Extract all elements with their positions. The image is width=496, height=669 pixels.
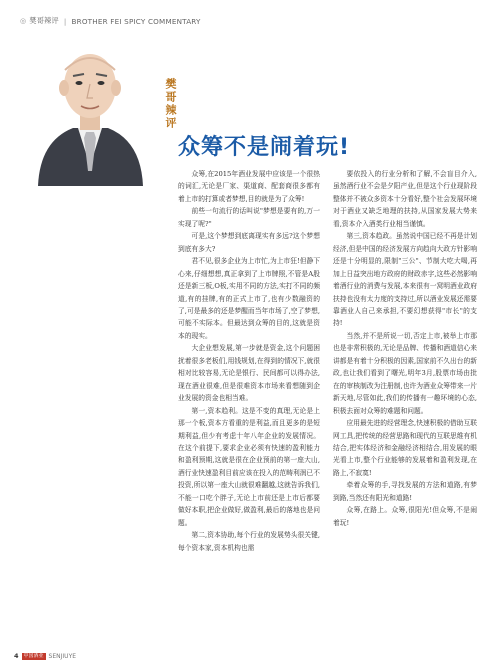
paragraph: 第三,资本趋政。虽然说中国已经不再是计划经济,但是中国的经济发展方向趋向大政方针影响还是十分明显的,限制"三公"、节制大吃大喝,再加上日益突出地方政府的财政赤字,这些必然影响着酒行业的消费与发展,本来很有一窝明酒业政府扶持也没有太力度的支持过,所以酒业发展还需要靠酒业人自己来承担,不要幻想获得"市长"的支持! bbox=[333, 232, 477, 328]
page-footer bbox=[14, 651, 214, 661]
right-eye bbox=[98, 81, 105, 85]
paragraph: 众筹,在2015年酒业发展中应该是一个很热的词汇,无论是厂家、渠道商、配套商很多都有着上市的打算或者梦想,目的就是为了众筹! bbox=[178, 170, 320, 203]
magazine-logo: 中国酒业 bbox=[23, 652, 44, 659]
page-number: 4 bbox=[14, 652, 19, 660]
paragraph: 可是,这个梦想到底离现实有多远?这个梦想到底有多大? bbox=[178, 232, 320, 253]
running-header bbox=[20, 14, 480, 28]
magazine-english: SENJIUYE bbox=[48, 652, 77, 660]
article-column-right bbox=[333, 168, 477, 638]
header-mark: ◎ bbox=[20, 17, 27, 25]
article-column-left bbox=[178, 168, 320, 638]
author-portrait bbox=[18, 36, 163, 186]
paragraph: 第二,资本协助,每个行业的发展势头很关键,每个资本家,资本机构也需 bbox=[178, 531, 320, 552]
left-eye bbox=[76, 81, 83, 85]
paragraph: 前些一句流行的话叫说"梦想是要有的,万一实现了呢?" bbox=[178, 207, 320, 228]
paragraph: 众筹,在路上。众筹,很阳光!但众筹,不是闹着玩! bbox=[333, 506, 477, 527]
paragraph: 第一,资本趋利。这是不变的真理,无论是上那一个板,资本方看重的是利益,而且更多的是短期利益,但少有考虑十年八年企业的发展情况。在这个前提下,要求企业必须有快速的盈利能力和盈利预期,这就是很在企业预前的第一座大山,酒行业快速盈利目前应该在投入的范畴利润已不投资,所以第一座大山就很难翻越,这就告诉我们,不能一口吃个胖子,无论上市前还是上市后都要做好本职,把企业做好,做盈利,最后的落地也是问题。 bbox=[178, 406, 320, 527]
paragraph: 大企业想发展,第一步就是资金,这个问题困扰着很多老板们,用钱规划,在得到的情况下,就很相对比较容易,无论是银行、民间都可以得办法,现在酒业很难,但是很难资本市场来看想随到企业发展的资金也相当难。 bbox=[178, 344, 320, 403]
article-title: 众筹不是闹着玩! bbox=[178, 135, 351, 160]
paragraph: 君不见,很多企业为上市忙,为上市狂!但静下心来,仔细想想,真正拿到了上市牌照,不管是A股还是新三板,O板,实用不同的方法,实打不同的频道,有的挂牌,有的正式上市了,也有少数融资的了,可是最多的还是梦醒而当年市场了,空了梦想,可能不实际本。但最达到众筹的目的,这就是资本的现实。 bbox=[178, 257, 320, 340]
paragraph: 牵着众筹的手,寻找发展的方法和道路,有梦到路,当然还有阳光和道路! bbox=[333, 481, 477, 502]
header-english: BROTHER FEI SPICY COMMENTARY bbox=[71, 16, 201, 26]
right-ear bbox=[111, 80, 121, 96]
column-caption-vertical: 樊哥辣评 bbox=[164, 78, 177, 130]
paragraph: 应用最先进的经营理念,快速积极的借助互联网工具,把传统的经营思路和现代的互联思维有机结合,把实体经济和金融经济相结合,用发展的眼光看上市,整个行业能够的发展着和盈利发现,在路上,不寂寞! bbox=[333, 419, 477, 477]
paragraph: 当然,并不是所说一切,否定上市,被举上市那也是非常积极的,无论是品牌、传播和酒道信心来讲都是有着十分积极的因素,国家前不久出台的新政,也让我们看到了曙光,明年3月,股票市场由批在的审核制改为注册制,也许为酒业众筹带来一片新天地,尽管如此,我们的传播有一趣环境的心态,积极去面对众筹的难题和问题。 bbox=[333, 331, 477, 415]
header-separator: | bbox=[63, 16, 67, 26]
header-brand: 樊哥辣评 bbox=[29, 16, 59, 25]
paragraph: 要依投入的行业分析和了解,不会盲目介入,虽然酒行业不会是夕阳产业,但是这个行业现阶段整体并不被众多资本十分看好,整个社会发展环境对于酒业又缺乏地理的扶持,从国家发展大势来看,资本介入酒类行业相当谨慎。 bbox=[333, 170, 477, 228]
left-ear bbox=[59, 80, 69, 96]
